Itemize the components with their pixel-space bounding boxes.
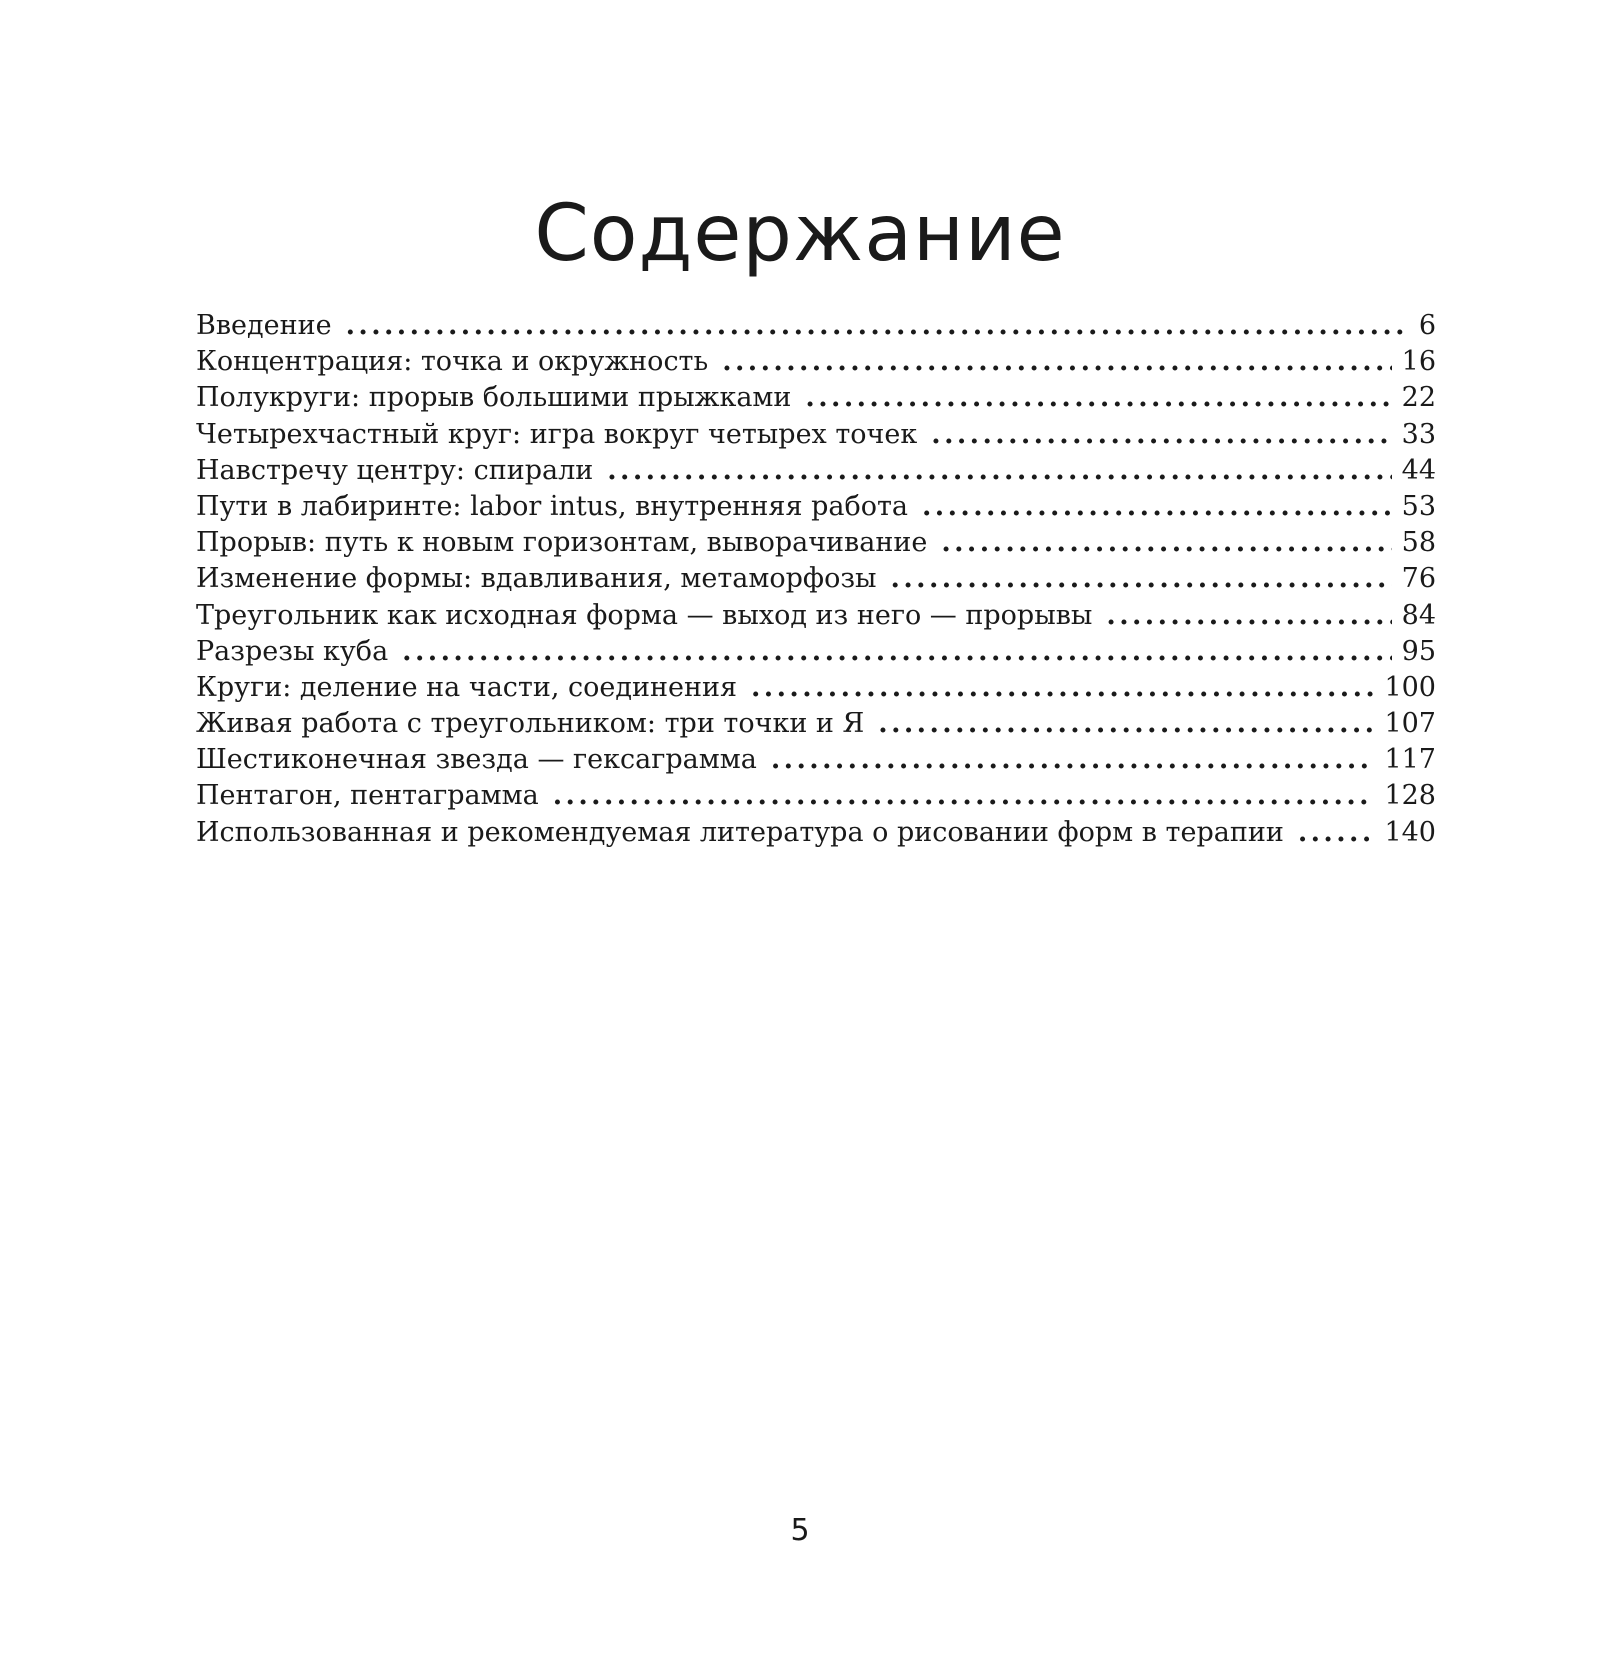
toc-entry-page: 140	[1384, 816, 1436, 848]
toc-dot-leader	[1106, 598, 1391, 634]
toc-dot-leader	[922, 489, 1392, 525]
toc-entry-title: Концентрация: точка и окружность	[196, 346, 709, 378]
toc-entry	[196, 344, 1436, 380]
toc-entry-title: Разрезы куба	[196, 635, 389, 667]
toc-dot-leader	[553, 778, 1375, 814]
toc-entry-title: Использованная и рекомендуемая литература о рисовании форм в терапии	[196, 816, 1284, 848]
toc-entry-page: 107	[1384, 708, 1436, 740]
toc-entry	[196, 598, 1436, 634]
toc-dot-leader	[931, 417, 1391, 453]
toc-entry	[196, 308, 1436, 344]
toc-entry-title: Живая работа с треугольником: три точки и Я	[196, 708, 865, 740]
toc-entry-title: Треугольник как исходная форма — выход из него — прорывы	[196, 599, 1093, 631]
toc-entry	[196, 453, 1436, 489]
toc-entry	[196, 561, 1436, 597]
toc-dot-leader	[805, 380, 1391, 416]
toc-entry-title: Шестиконечная звезда — гексаграмма	[196, 744, 757, 776]
toc-entry-page: 6	[1418, 310, 1436, 341]
toc-entry-title: Навстречу центру: спирали	[196, 454, 594, 486]
toc-entry-page: 117	[1384, 744, 1436, 776]
toc-entry	[196, 417, 1436, 453]
toc-entry	[196, 815, 1436, 851]
toc-dot-leader	[1298, 815, 1375, 851]
toc-entry-title: Пентагон, пентаграмма	[196, 780, 539, 812]
toc-entry	[196, 489, 1436, 525]
toc-dot-leader	[941, 525, 1391, 561]
toc-entry-page: 44	[1401, 454, 1436, 486]
page-title: Содержание	[534, 189, 1066, 280]
toc-entry-title: Пути в лабиринте: labor intus, внутренняя работа	[196, 490, 908, 522]
toc-entry-page: 128	[1384, 780, 1436, 812]
toc-entry-title: Четырехчастный круг: игра вокруг четырех точек	[196, 418, 918, 450]
toc-dot-leader	[346, 308, 1409, 344]
toc-entry-page: 33	[1401, 418, 1436, 450]
toc-entry-title: Круги: деление на части, соединения	[196, 671, 737, 703]
toc-entry-title: Полукруги: прорыв большими прыжками	[196, 382, 792, 414]
toc-dot-leader	[878, 706, 1374, 742]
toc-dot-leader	[891, 561, 1392, 597]
toc-dot-leader	[607, 453, 1391, 489]
page-number: 5	[790, 1513, 810, 1548]
toc-entry-title: Введение	[196, 310, 332, 341]
toc-entry	[196, 742, 1436, 778]
table-of-contents	[196, 308, 1436, 851]
toc-entry-page: 53	[1401, 490, 1436, 522]
toc-dot-leader	[402, 634, 1391, 670]
toc-entry-title: Прорыв: путь к новым горизонтам, выворачивание	[196, 527, 928, 559]
toc-entry-page: 16	[1401, 346, 1436, 378]
toc-entry	[196, 670, 1436, 706]
toc-entry-page: 22	[1401, 382, 1436, 414]
toc-dot-leader	[722, 344, 1391, 380]
toc-entry-page: 58	[1401, 527, 1436, 559]
toc-entry-page: 76	[1401, 563, 1436, 595]
toc-entry	[196, 778, 1436, 814]
toc-entry-page: 84	[1401, 599, 1436, 631]
toc-entry-title: Изменение формы: вдавливания, метаморфозы	[196, 563, 877, 595]
toc-entry	[196, 525, 1436, 561]
toc-dot-leader	[751, 670, 1374, 706]
toc-entry-page: 95	[1401, 635, 1436, 667]
toc-dot-leader	[771, 742, 1375, 778]
toc-entry	[196, 634, 1436, 670]
toc-entry	[196, 380, 1436, 416]
toc-entry	[196, 706, 1436, 742]
toc-entry-page: 100	[1384, 671, 1436, 703]
